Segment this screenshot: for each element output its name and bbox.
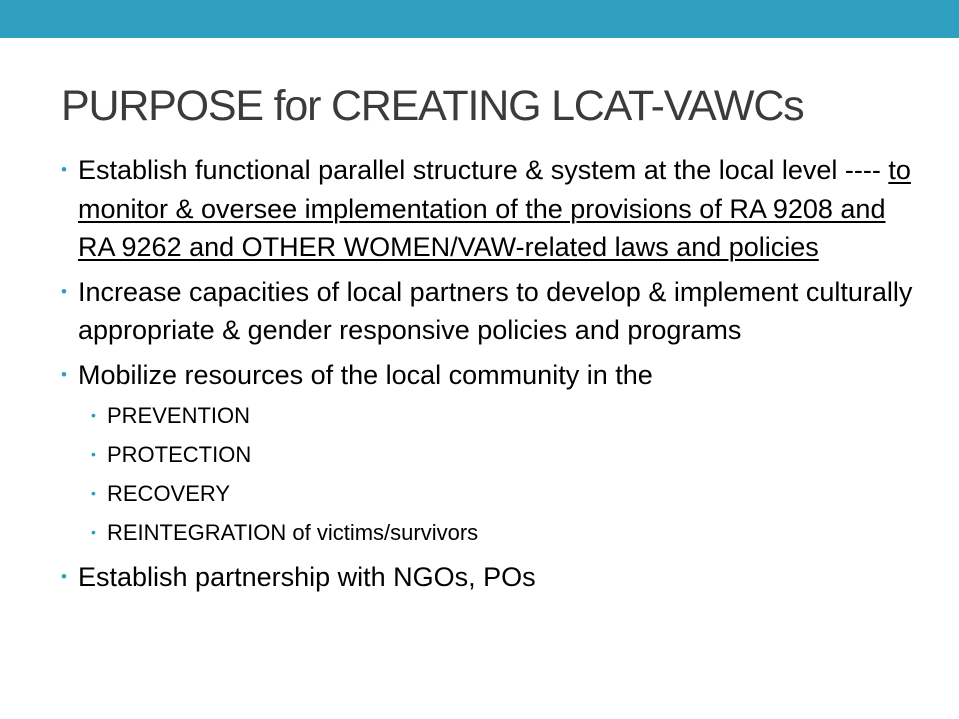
bullet-dot-icon: • xyxy=(61,281,67,301)
sub-bullet-item xyxy=(78,396,921,435)
bullet-item-2 xyxy=(61,273,921,350)
bullet-1-underlined-text: to monitor & oversee implementation of the provisions of RA 9208 and RA 9262 and OTHER WOMEN/VAW-related laws and policies xyxy=(78,155,911,262)
sub-bullet-text: RECOVERY xyxy=(107,481,231,506)
bullet-3-text: Mobilize resources of the local community in the xyxy=(78,359,653,390)
sub-bullet-dot-icon: • xyxy=(91,524,96,540)
sub-bullet-dot-icon: • xyxy=(91,407,96,423)
bullet-list xyxy=(61,151,921,603)
bullet-dot-icon: • xyxy=(61,567,67,586)
bullet-2-text: Increase capacities of local partners to develop & implement culturally appropriate & gender responsive policies and programs xyxy=(78,276,913,345)
sub-bullet-text: PREVENTION xyxy=(107,403,251,428)
bullet-dot-icon: • xyxy=(61,160,67,179)
header-band xyxy=(0,0,959,38)
bullet-item-1 xyxy=(61,151,921,267)
sub-bullet-text: REINTEGRATION of victims/survivors xyxy=(107,520,479,545)
bullet-1-text: Establish functional parallel structure & system at the local level ---- xyxy=(78,155,889,185)
bullet-item-3 xyxy=(61,356,921,553)
sub-bullet-dot-icon: • xyxy=(91,446,96,462)
bullet-4-text: Establish partnership with NGOs, POs xyxy=(78,562,536,592)
slide-title: PURPOSE for CREATING LCAT-VAWCs xyxy=(61,82,804,130)
bullet-item-4 xyxy=(61,558,921,597)
sub-bullet-item xyxy=(78,435,921,474)
sub-bullet-list xyxy=(78,396,921,552)
sub-bullet-text: PROTECTION xyxy=(107,442,252,467)
sub-bullet-item xyxy=(78,513,921,552)
sub-bullet-dot-icon: • xyxy=(91,485,96,501)
bullet-dot-icon: • xyxy=(61,364,67,384)
sub-bullet-item xyxy=(78,474,921,513)
